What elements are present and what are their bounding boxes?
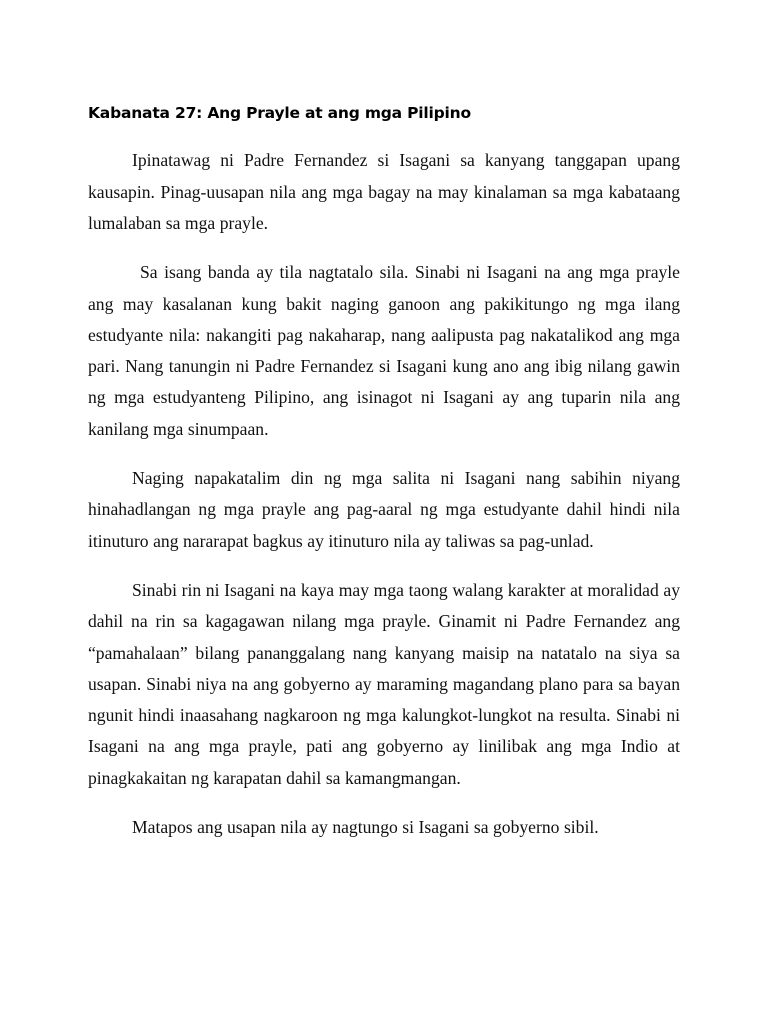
paragraph-4: Sinabi rin ni Isagani na kaya may mga taong walang karakter at moralidad ay dahil na rin sa kagagawan nilang mga prayle. Ginamit ni Padre Fernandez ang “pamahalaan” bilang pananggalang nang kanyang maisip na natatalo na siya sa usapan. Sinabi niya na ang gobyerno ay maraming magandang plano para sa bayan ngunit hindi inaasahang nagkaroon ng mga kalungkot-lungkot na resulta. Sinabi ni Isagani na ang mga prayle, pati ang gobyerno ay linilibak ang mga Indio at pinagkakaitan ng karapatan dahil sa kamangmangan. [88,579,680,788]
paragraph-3: Naging napakatalim din ng mga salita ni Isagani nang sabihin niyang hinahadlangan ng mga prayle ang pag-aaral ng mga estudyante dahil hindi nila itinuturo ang nararapat bagkus ay itinuturo nila ay taliwas sa pag-unlad. [88,468,680,551]
document-text-block [88,104,680,843]
paragraph-1: Ipinatawag ni Padre Fernandez si Isagani sa kanyang tanggapan upang kausapin. Pinag-uusapan nila ang mga bagay na may kinalaman sa mga kabataang lumalaban sa mga prayle. [88,150,680,233]
paragraph-2: Sa isang banda ay tila nagtatalo sila. Sinabi ni Isagani na ang mga prayle ang may kasalanan kung bakit naging ganoon ang pakikitungo ng mga ilang estudyante nila: nakangiti pag nakaharap, nang aalipusta pag nakatalikod ang mga pari. Nang tanungin ni Padre Fernandez si Isagani kung ano ang ibig nilang gawin ng mga estudyanteng Pilipino, ang isinagot ni Isagani ay ang tuparin nila ang kanilang mga sinumpaan. [88,262,680,439]
paragraph-5: Matapos ang usapan nila ay nagtungo si Isagani sa gobyerno sibil. [132,817,599,838]
page-title: Kabanata 27: Ang Prayle at ang mga Pilipino [88,104,471,122]
